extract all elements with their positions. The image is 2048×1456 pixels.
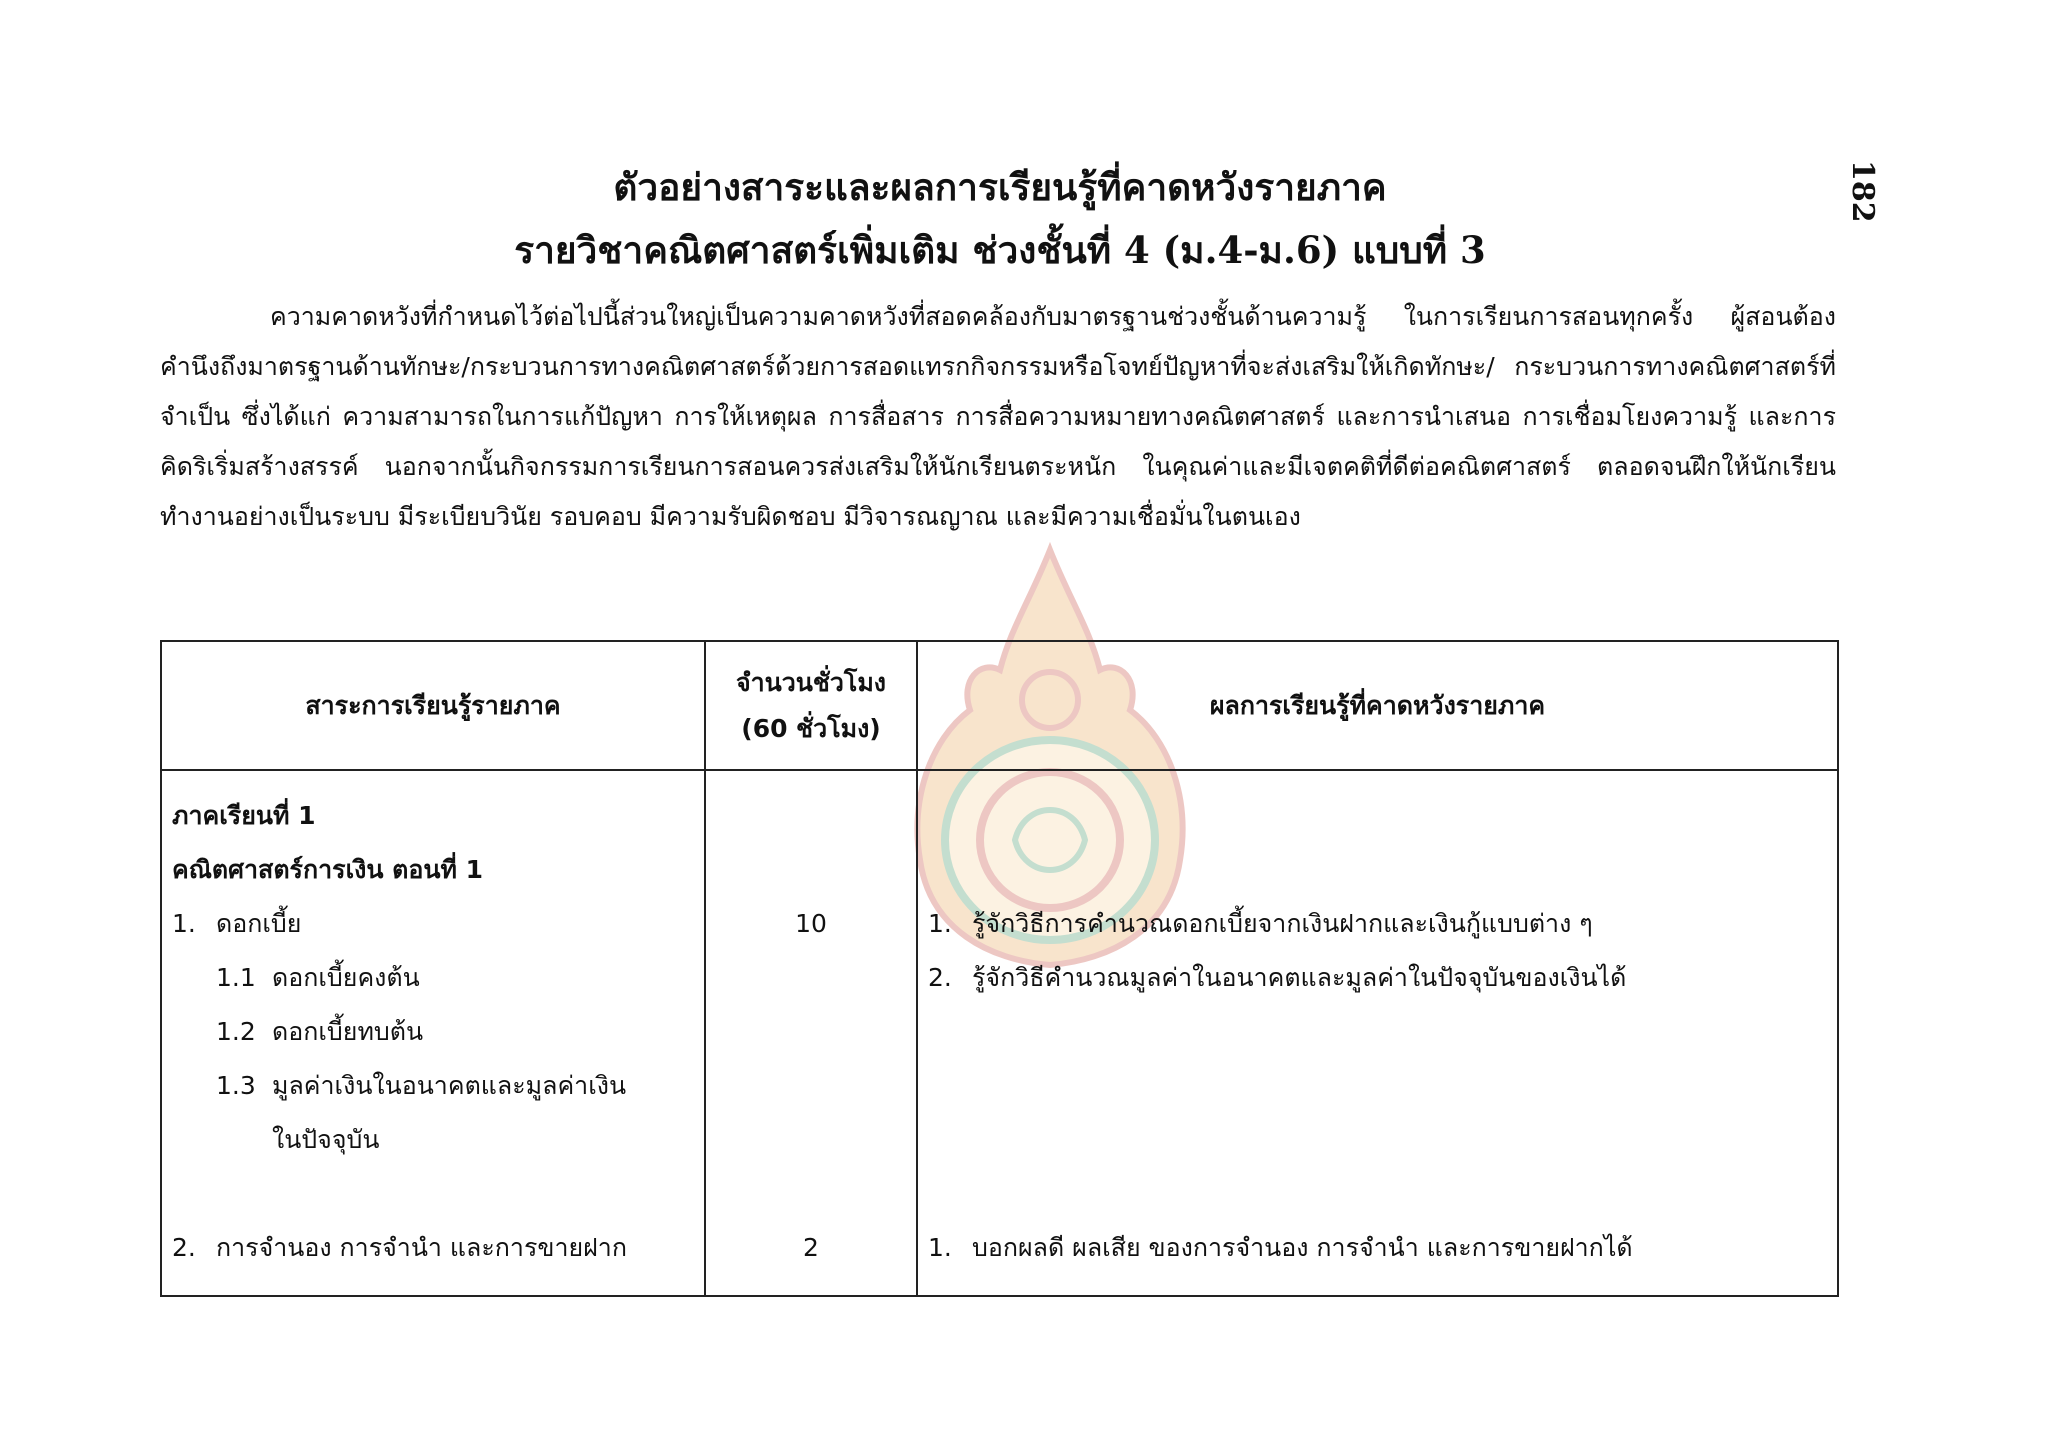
- topic-2-hours: 2: [803, 1233, 819, 1262]
- intro-text: ความคาดหวังที่กำหนดไว้ต่อไปนี้ส่วนใหญ่เป็นความคาดหวังที่สอดคล้องกับมาตรฐานช่วงชั้นด้านความรู้ ในการเรียนการสอนทุกครั้ง ผู้สอนต้องคำนึงถึงมาตรฐานด้านทักษะ/กระบวนการทางคณิตศาสตร์ด้วยการสอดแทรกกิจกรรมหรือโจทย์ปัญหาที่จะส่งเสริมให้เกิดทักษะ/ กระบวนการทางคณิตศาสตร์ที่จำเป็น ซึ่งได้แก่ ความสามารถในการแก้ปัญหา การให้เหตุผล การสื่อสาร การสื่อความหมายทางคณิตศาสตร์ และการนำเสนอ การเชื่อมโยงความรู้ และการคิดริเริ่มสร้างสรรค์ นอกจากนั้นกิจกรรมการเรียนการสอนควรส่งเสริมให้นักเรียนตระหนัก ในคุณค่าและมีเจตคติที่ดีต่อคณิตศาสตร์ ตลอดจนฝึกให้นักเรียนทำงานอย่างเป็นระบบ มีระเบียบวินัย รอบคอบ มีความรับผิดชอบ มีวิจารณญาณ และมีความเชื่อมั่นในตนเอง: [160, 302, 1836, 531]
- header-outcomes-label: ผลการเรียนรู้ที่คาดหวังรายภาค: [1209, 690, 1546, 720]
- header-content-label: สาระการเรียนรู้รายภาค: [305, 690, 561, 720]
- outcome-1-2: [928, 951, 1827, 1005]
- topic-2-label: การจำนอง การจำนำ และการขายฝาก: [216, 1233, 627, 1262]
- outcome-2-1: [928, 1221, 1827, 1275]
- page-number: 182: [1845, 160, 1880, 223]
- outcome-number: 1.: [928, 909, 952, 938]
- outcome-number: 1.: [928, 1233, 952, 1262]
- subtopic-1-3: [172, 1059, 694, 1113]
- subtopic-number: 1.3: [216, 1071, 256, 1100]
- content-cell: [161, 770, 705, 1296]
- intro-paragraph: [160, 292, 1836, 542]
- outcome-number: 2.: [928, 963, 952, 992]
- outcome-1-1: [928, 897, 1827, 951]
- outcome-text: รู้จักวิธีการคำนวณดอกเบี้ยจากเงินฝากและเงินกู้แบบต่าง ๆ: [972, 909, 1593, 938]
- header-content: [161, 641, 705, 770]
- subtopic-label: มูลค่าเงินในอนาคตและมูลค่าเงิน: [272, 1071, 627, 1100]
- unit-heading: คณิตศาสตร์การเงิน ตอนที่ 1: [172, 855, 484, 884]
- subtopic-number: 1.1: [216, 963, 256, 992]
- topic-1-label: ดอกเบี้ย: [216, 909, 302, 938]
- outcome-text: รู้จักวิธีคำนวณมูลค่าในอนาคตและมูลค่าในปัจจุบันของเงินได้: [972, 963, 1627, 992]
- subtopic-number: 1.2: [216, 1017, 256, 1046]
- subtopic-1-2: [172, 1005, 694, 1059]
- subtopic-1-3-continued: ในปัจจุบัน: [272, 1125, 380, 1154]
- subtopic-label: ดอกเบี้ยคงต้น: [272, 963, 420, 992]
- table-row: [161, 770, 1838, 1296]
- topic-2-number: 2.: [172, 1233, 196, 1262]
- topic-1-hours: 10: [795, 909, 827, 938]
- document-subtitle: รายวิชาคณิตศาสตร์เพิ่มเติม ช่วงชั้นที่ 4 (ม.4-ม.6) แบบที่ 3: [514, 228, 1486, 272]
- header-outcomes: [917, 641, 1838, 770]
- topic-1-number: 1.: [172, 909, 196, 938]
- header-hours-total: (60 ชั่วโมง): [741, 713, 881, 743]
- document-title: ตัวอย่างสาระและผลการเรียนรู้ที่คาดหวังรายภาค: [613, 165, 1387, 209]
- semester-heading: ภาคเรียนที่ 1: [172, 801, 316, 830]
- hours-cell: [705, 770, 917, 1296]
- subtopic-label: ดอกเบี้ยทบต้น: [272, 1017, 424, 1046]
- table-header-row: [161, 641, 1838, 770]
- topic-1: [172, 897, 694, 951]
- subtopic-1-1: [172, 951, 694, 1005]
- header-hours-label: จำนวนชั่วโมง: [735, 667, 887, 697]
- outcomes-cell: [917, 770, 1838, 1296]
- outcome-text: บอกผลดี ผลเสีย ของการจำนอง การจำนำ และการขายฝากได้: [972, 1233, 1633, 1262]
- header-hours: [705, 641, 917, 770]
- curriculum-table: [160, 640, 1839, 1297]
- topic-2: [172, 1221, 694, 1275]
